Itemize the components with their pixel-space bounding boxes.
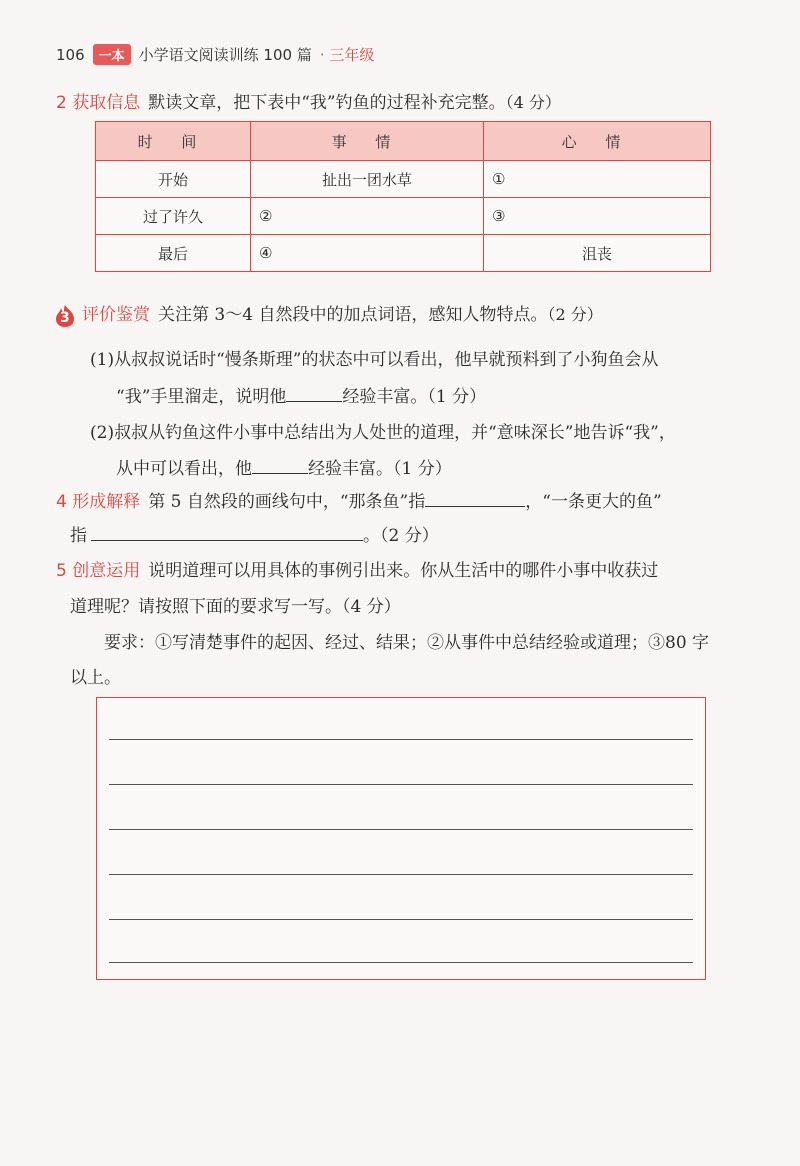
q3-sub2-text-b: 经验丰富。（1 分） <box>308 459 452 479</box>
q4-blank-2[interactable] <box>91 524 363 541</box>
question-2 <box>56 88 561 113</box>
q5-text-line2: 道理呢？请按照下面的要求写一写。（4 分） <box>70 597 401 617</box>
answer-line[interactable] <box>109 962 693 963</box>
table-row <box>96 235 711 272</box>
table-header-mood: 心 情 <box>484 122 711 161</box>
table-cell-answer[interactable]: ③ <box>484 198 711 235</box>
q5-label: 5 创意运用 <box>56 561 141 581</box>
q4-line2 <box>70 521 439 546</box>
q5-text-line1: 说明道理可以用具体的事例引出来。你从生活中的哪件小事中收获过 <box>148 561 659 581</box>
answer-line[interactable] <box>109 874 693 875</box>
q3-score: （2 分） <box>547 305 603 324</box>
q4-text-b: ，“一条更大的鱼” <box>525 492 662 512</box>
table-row <box>96 161 711 198</box>
q3-sub2-line2 <box>116 454 452 479</box>
info-table <box>95 121 711 272</box>
q2-text: 默读文章，把下表中“我”钓鱼的过程补充完整。 <box>148 93 506 113</box>
table-cell: 最后 <box>96 235 251 272</box>
table-cell: 过了许久 <box>96 198 251 235</box>
table-cell-answer[interactable]: ④ <box>251 235 484 272</box>
table-header-event: 事 情 <box>251 122 484 161</box>
table-cell-answer[interactable]: ② <box>251 198 484 235</box>
q4-label: 4 形成解释 <box>56 492 141 512</box>
answer-line[interactable] <box>109 739 693 740</box>
q3-number: 3 <box>60 309 70 326</box>
table-header-row <box>96 122 711 161</box>
q4-blank-1[interactable] <box>425 490 525 507</box>
question-4 <box>56 487 662 512</box>
q3-blank-1[interactable] <box>286 385 342 402</box>
table-cell: 扯出一团水草 <box>251 161 484 198</box>
q3-sub2-text-a: 从中可以看出，他 <box>116 459 252 479</box>
question-3 <box>54 300 603 328</box>
answer-line[interactable] <box>109 919 693 920</box>
answer-line[interactable] <box>109 829 693 830</box>
q3-sub1-line2 <box>116 382 486 407</box>
question-5 <box>56 556 658 581</box>
table-row <box>96 198 711 235</box>
q3-sub2-line1: (2)叔叔从钓鱼这件小事中总结出为人处世的道理，并“意味深长”地告诉“我”， <box>90 423 676 443</box>
answer-line[interactable] <box>109 784 693 785</box>
grade-label: · 三年级 <box>319 46 375 64</box>
page-number: 106 <box>56 45 85 64</box>
table-cell: 沮丧 <box>484 235 711 272</box>
q4-text-a: 第 5 自然段的画线句中，“那条鱼”指 <box>148 492 426 512</box>
q4-text-c: 指 <box>70 526 87 546</box>
table-cell-answer[interactable]: ① <box>484 161 711 198</box>
q5-requirement-line2: 以上。 <box>70 668 121 688</box>
q3-label: 评价鉴赏 <box>82 305 150 325</box>
q5-requirement-line1: 要求：①写清楚事件的起因、经过、结果；②从事件中总结经验或道理；③80 字 <box>104 633 710 653</box>
page-header <box>56 44 374 65</box>
table-header-time: 时 间 <box>96 122 251 161</box>
table-cell: 开始 <box>96 161 251 198</box>
answer-box[interactable] <box>96 697 706 980</box>
q3-text: 关注第 3～4 自然段中的加点词语，感知人物特点。 <box>158 305 548 325</box>
q3-sub1-line1: (1)从叔叔说话时“慢条斯理”的状态中可以看出，他早就预料到了小狗鱼会从 <box>90 350 659 370</box>
q2-score: （4 分） <box>505 93 561 112</box>
q3-sub1-text-a: “我”手里溜走，说明他 <box>116 387 287 407</box>
q3-sub1-text-b: 经验丰富。（1 分） <box>342 387 487 407</box>
q4-text-d: 。（2 分） <box>363 526 439 546</box>
q3-blank-2[interactable] <box>252 457 308 474</box>
book-title: 小学语文阅读训练 100 篇 <box>138 46 312 64</box>
book-logo: 一本 <box>93 44 131 65</box>
flame-icon <box>54 304 76 328</box>
q2-label: 2 获取信息 <box>56 93 141 113</box>
